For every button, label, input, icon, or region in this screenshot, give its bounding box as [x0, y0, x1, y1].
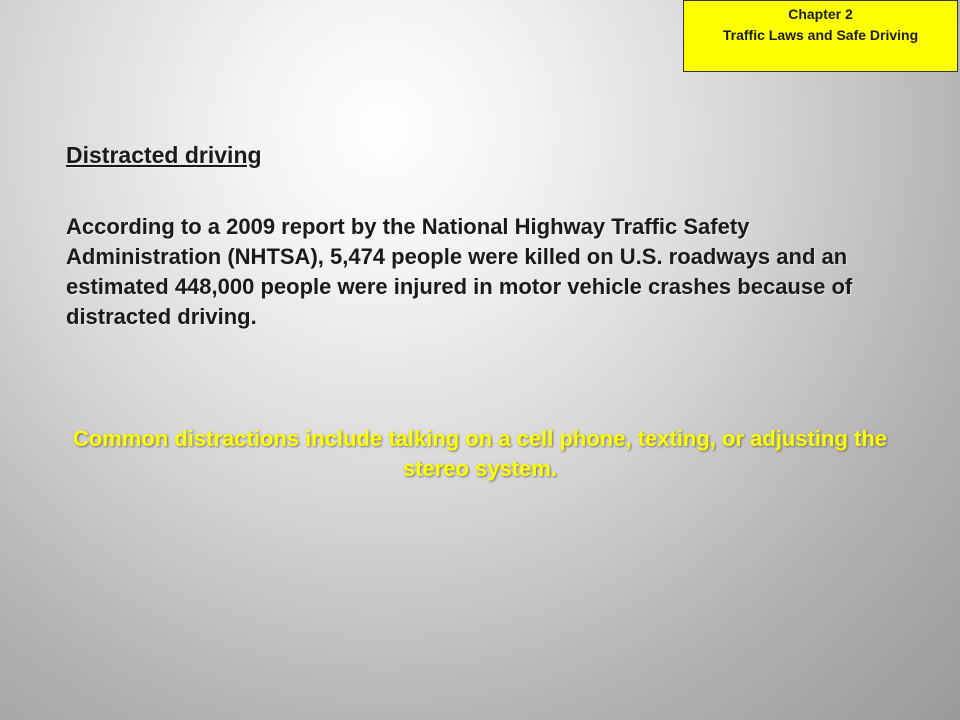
slide-heading: Distracted driving	[66, 142, 262, 168]
slide-paragraph: According to a 2009 report by the National Highway Traffic Safety Administration (NHTSA), 5,474 people were killed on U.S. roadways and an estimated 448,000 people were injured in motor vehicle crashes because of distracted driving.	[66, 214, 853, 329]
highlight-text: Common distractions include talking on a cell phone, texting, or adjusting the stereo system.	[72, 426, 888, 481]
chapter-number: Chapter 2	[788, 6, 853, 22]
slide-content	[66, 138, 906, 332]
chapter-title: Traffic Laws and Safe Driving	[722, 27, 919, 43]
chapter-label-box	[683, 0, 958, 72]
